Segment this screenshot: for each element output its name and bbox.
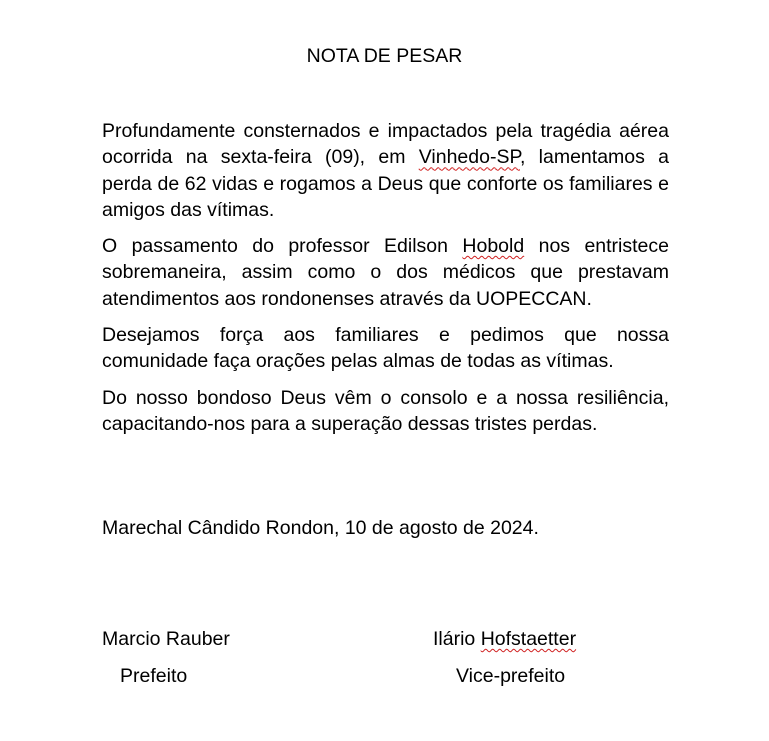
paragraph-1-start: Profundamente consternados e impactados pela tragédia aérea ocorrida na sexta-feira (09), em <box>102 120 669 169</box>
misspelled-word-hofstaetter: Hofstaetter <box>480 628 577 650</box>
paragraph-2-end: nos entristece sobremaneira, assim como o dos médicos que prestavam atendimentos aos rondonenses através da UOPECCAN. <box>102 235 669 310</box>
signature-role-vice-mayor: Vice-prefeito <box>456 665 566 687</box>
paragraph-2 <box>102 233 669 312</box>
signature-name-mayor: Marcio Rauber <box>102 628 230 650</box>
misspelled-word-vinhedo: Vinhedo-SP <box>418 146 520 169</box>
signature-name-vice-mayor <box>433 627 576 651</box>
paragraph-3: Desejamos força aos familiares e pedimos que nossa comunidade faça orações pelas almas de todas as vítimas. <box>102 324 669 373</box>
document-title: NOTA DE PESAR <box>306 45 463 67</box>
misspelled-word-hobold: Hobold <box>462 235 525 258</box>
paragraph-2-start: O passamento do professor Edilson <box>102 235 463 258</box>
paragraph-1 <box>102 118 669 223</box>
paragraph-1-end: , lamentamos a perda de 62 vidas e rogamos a Deus que conforte os familiares e amigos das vítimas. <box>102 146 669 221</box>
signature-role-mayor: Prefeito <box>120 665 188 687</box>
place-and-date: Marechal Cândido Rondon, 10 de agosto de 2024. <box>102 517 539 539</box>
paragraph-4: Do nosso bondoso Deus vêm o consolo e a nossa resiliência, capacitando-nos para a superação dessas tristes perdas. <box>102 386 669 435</box>
document-body <box>102 118 669 447</box>
vice-mayor-first-name: Ilário <box>433 628 481 650</box>
